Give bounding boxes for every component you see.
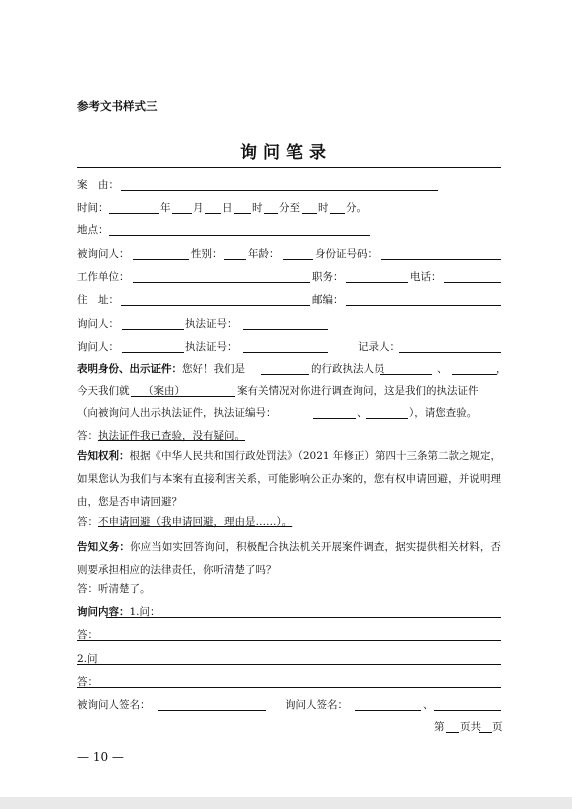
asker-field-1[interactable] xyxy=(122,329,184,330)
viewer-bottom-bar xyxy=(0,797,572,809)
duty-answer: 答：听清楚了。 xyxy=(77,583,151,595)
duty-paragraph xyxy=(77,536,501,582)
minute-to-label: 分至 xyxy=(279,202,300,214)
identity-answer-text: 执法证件我已查验，没有疑问。 xyxy=(98,430,245,442)
answer-2-field[interactable] xyxy=(77,687,501,688)
minute-end-label: 分。 xyxy=(346,202,367,214)
asker-field-2[interactable] xyxy=(122,352,184,353)
page-prefix: 第 xyxy=(434,721,445,733)
work-unit-label: 工作单位： xyxy=(77,271,130,283)
asker-signature-field-1[interactable] xyxy=(355,710,421,711)
recorder-label: 记录人： xyxy=(358,341,400,353)
document-heading: 参考文书样式三 xyxy=(77,99,158,113)
duty-label: 告知义务： xyxy=(77,541,131,553)
hour-end-label: 时 xyxy=(318,202,329,214)
month-label: 月 xyxy=(193,202,204,214)
identity-comma: ， xyxy=(496,363,507,375)
cert-field-1[interactable] xyxy=(243,329,328,330)
identity-line-1 xyxy=(77,362,245,376)
answer-1-label: 答： xyxy=(77,629,98,641)
case-label: 案 由： xyxy=(77,179,119,191)
cert-label-1: 执法证号： xyxy=(185,318,238,330)
address-field[interactable] xyxy=(121,305,310,306)
page-current-field[interactable] xyxy=(446,732,459,733)
gender-label: 性别： xyxy=(191,248,223,260)
page-suffix: 页 xyxy=(492,721,503,733)
id-number-label: 身份证号码： xyxy=(315,248,378,260)
cert-number-separator: 、 xyxy=(357,407,368,419)
time-label: 时间： xyxy=(77,202,109,214)
question-1-field[interactable] xyxy=(106,617,501,618)
gender-field[interactable] xyxy=(224,259,246,260)
id-number-field[interactable] xyxy=(381,259,501,260)
case-reason-hint: （案由） xyxy=(143,385,185,397)
rights-answer xyxy=(77,515,292,529)
agency-field[interactable] xyxy=(261,374,309,375)
place-label: 地点： xyxy=(77,224,109,236)
day-field[interactable] xyxy=(205,213,221,214)
duty-text: 你应当如实回答询问，积极配合执法机关开展案件调查，据实提供相关材料，否则要承担相应的法律责任，你听清楚了吗？ xyxy=(77,541,502,576)
minute-field[interactable] xyxy=(264,213,278,214)
address-label: 住 址： xyxy=(77,294,119,306)
phone-label: 电话： xyxy=(410,271,442,283)
page-mid: 页共 xyxy=(460,721,481,733)
hour-end-field[interactable] xyxy=(302,213,317,214)
postcode-label: 邮编： xyxy=(312,294,344,306)
year-label: 年 xyxy=(160,202,171,214)
identity-officer-text: 的行政执法人员 xyxy=(311,363,385,375)
minute-end-field[interactable] xyxy=(330,213,345,214)
page-total-field[interactable] xyxy=(479,732,492,733)
content-label: 询问内容： xyxy=(77,606,130,618)
question-2-label: 2.问 xyxy=(77,653,98,665)
rights-paragraph xyxy=(77,445,501,514)
recorder-field[interactable] xyxy=(399,352,501,353)
respondent-signature-field[interactable] xyxy=(158,710,266,711)
document-title: 询问笔录 xyxy=(240,143,332,163)
officer-field-1[interactable] xyxy=(380,374,432,375)
phone-field[interactable] xyxy=(444,282,501,283)
rights-answer-text: 不申请回避（我申请回避，理由是……）。 xyxy=(98,516,293,528)
respondent-label: 被询问人： xyxy=(77,248,130,260)
officer-separator: 、 xyxy=(437,363,448,375)
cert-label-2: 执法证号： xyxy=(185,341,238,353)
page-number: — 10 — xyxy=(77,750,124,764)
signature-separator: 、 xyxy=(423,699,434,711)
month-field[interactable] xyxy=(172,213,192,214)
age-label: 年龄： xyxy=(248,248,280,260)
asker-signature-label: 询问人签名： xyxy=(285,699,348,711)
identity-line-3-start: （向被询问人出示执法证件，执法证编号： xyxy=(77,407,277,419)
identity-greeting: 您好！我们是 xyxy=(182,363,245,375)
question-1-label: 1.问： xyxy=(129,606,161,618)
identity-line-2-end: 案有关情况对你进行调查询问，这是我们的执法证件 xyxy=(237,385,479,397)
title-rule xyxy=(77,167,501,168)
cert-number-field-1[interactable] xyxy=(313,418,356,419)
respondent-field[interactable] xyxy=(133,259,189,260)
answer-label: 答： xyxy=(77,430,98,442)
identity-line-2-start: 今天我们就 xyxy=(77,385,130,397)
work-unit-field[interactable] xyxy=(133,282,310,283)
age-field[interactable] xyxy=(283,259,313,260)
answer-label: 答： xyxy=(77,516,98,528)
position-field[interactable] xyxy=(346,282,408,283)
cert-number-field-2[interactable] xyxy=(366,418,408,419)
answer-2-label: 答： xyxy=(77,676,98,688)
rights-label: 告知权利： xyxy=(77,450,130,462)
respondent-signature-label: 被询问人签名： xyxy=(77,699,151,711)
identity-line-3-end: ），请您查验。 xyxy=(409,407,478,419)
case-field[interactable] xyxy=(121,190,438,191)
identity-label: 表明身份、出示证件： xyxy=(77,363,182,375)
hour-label: 时 xyxy=(252,202,263,214)
asker-label-1: 询问人： xyxy=(77,318,119,330)
answer-1-field[interactable] xyxy=(77,640,501,641)
question-2-field[interactable] xyxy=(77,664,501,665)
asker-label-2: 询问人： xyxy=(77,341,119,353)
hour-field[interactable] xyxy=(234,213,251,214)
year-field[interactable] xyxy=(109,213,159,214)
position-label: 职务： xyxy=(312,271,344,283)
day-label: 日 xyxy=(222,202,233,214)
postcode-field[interactable] xyxy=(346,305,501,306)
rights-text: 根据《中华人民共和国行政处罚法》（2021 年修正）第四十三条第二款之规定，如果您认为我们与本案有直接利害关系，可能影响公正办案的，您有权申请回避，并说明理由，您是否申请回避？ xyxy=(77,450,502,508)
asker-signature-field-2[interactable] xyxy=(434,710,501,711)
cert-field-2[interactable] xyxy=(243,352,328,353)
identity-answer xyxy=(77,429,245,443)
officer-field-2[interactable] xyxy=(452,374,497,375)
place-field[interactable] xyxy=(109,235,370,236)
